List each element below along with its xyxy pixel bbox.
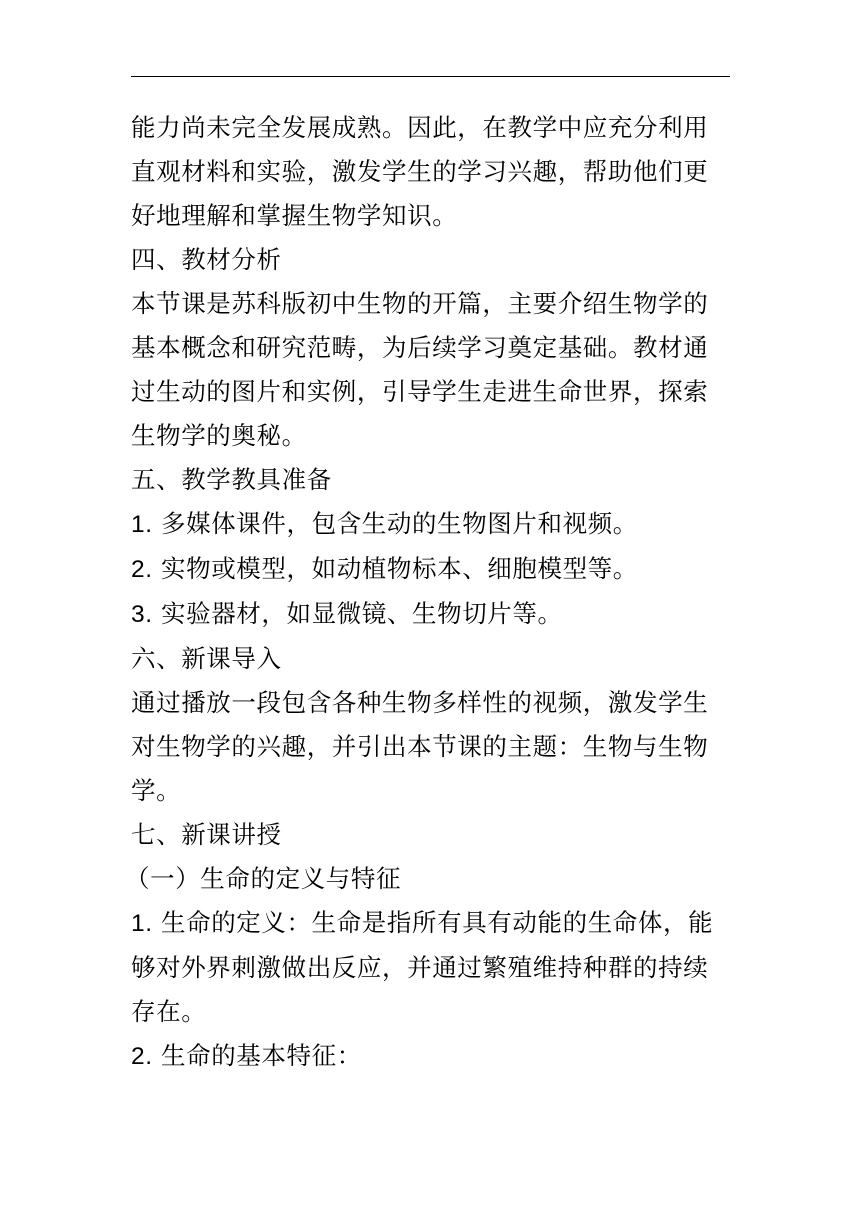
paragraph-line: 直观材料和实验，激发学生的学习兴趣，帮助他们更 <box>131 157 709 186</box>
section-heading-textbook-analysis: 四、教材分析 <box>131 245 282 274</box>
list-text: 实物或模型，如动植物标本、细胞模型等。 <box>161 554 638 583</box>
paragraph-line: 本节课是苏科版初中生物的开篇，主要介绍生物学的 <box>131 289 709 318</box>
list-item <box>131 901 731 946</box>
list-number: 2. <box>131 1043 153 1070</box>
list-item <box>131 547 731 592</box>
paragraph-line: 生物学的奥秘。 <box>131 421 307 450</box>
section-heading-lesson-introduction: 六、新课导入 <box>131 644 282 673</box>
paragraph-line: 基本概念和研究范畴，为后续学习奠定基础。教材通 <box>131 333 709 362</box>
list-number: 1. <box>131 910 153 937</box>
paragraph-line: 好地理解和掌握生物学知识。 <box>131 201 458 230</box>
list-item <box>131 592 731 637</box>
list-number: 1. <box>131 511 153 538</box>
list-item <box>131 1034 731 1079</box>
paragraph-line: 过生动的图片和实例，引导学生走进生命世界，探索 <box>131 377 709 406</box>
section-heading-teaching-aids: 五、教学教具准备 <box>131 465 332 494</box>
list-text: 生命的基本特征： <box>161 1041 362 1070</box>
list-text: 实验器材，如显微镜、生物切片等。 <box>161 599 563 628</box>
paragraph-line: 存在。 <box>131 997 207 1026</box>
list-item <box>131 502 731 547</box>
paragraph-line: 够对外界刺激做出反应，并通过繁殖维持种群的持续 <box>131 953 709 982</box>
list-number: 2. <box>131 556 153 583</box>
paragraph-line: 学。 <box>131 776 182 805</box>
paragraph-line: 对生物学的兴趣，并引出本节课的主题：生物与生物 <box>131 732 709 761</box>
header-rule <box>131 76 730 77</box>
list-text: 生命的定义：生命是指所有具有动能的生命体，能 <box>161 908 714 937</box>
document-body <box>125 106 731 1079</box>
list-text: 多媒体课件，包含生动的生物图片和视频。 <box>161 509 638 538</box>
section-heading-new-lesson: 七、新课讲授 <box>131 820 282 849</box>
paragraph-line: 通过播放一段包含各种生物多样性的视频，激发学生 <box>131 688 709 717</box>
sub-heading-life-definition: （一）生命的定义与特征 <box>125 864 402 893</box>
paragraph-line: 能力尚未完全发展成熟。因此，在教学中应充分利用 <box>131 113 709 142</box>
list-number: 3. <box>131 601 153 628</box>
